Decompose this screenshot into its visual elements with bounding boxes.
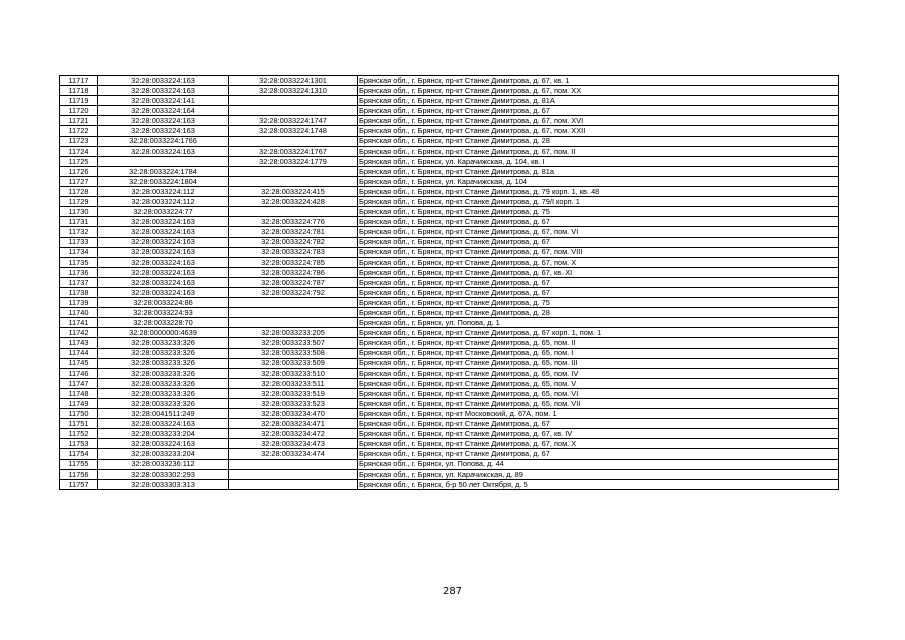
table-row	[60, 267, 839, 277]
row-number-cell: 11753	[60, 439, 98, 449]
object-cadastral-number-cell: 32:28:0033224:1310	[229, 86, 358, 96]
cadastral-number-cell: 32:28:0033224:77	[98, 207, 229, 217]
row-number-cell: 11717	[60, 76, 98, 86]
cadastral-number-cell: 32:28:0033224:141	[98, 96, 229, 106]
address-cell: Брянская обл., г. Брянск, пр-кт Станке Димитрова, д. 67	[358, 419, 839, 429]
row-number-cell: 11743	[60, 338, 98, 348]
table-row	[60, 287, 839, 297]
table-row	[60, 358, 839, 368]
cadastral-number-cell: 32:28:0033233:326	[98, 378, 229, 388]
address-cell: Брянская обл., г. Брянск, пр-кт Станке Димитрова, д. 67, пом. VI	[358, 227, 839, 237]
cadastral-number-cell: 32:28:0033224:163	[98, 439, 229, 449]
address-cell: Брянская обл., г. Брянск, пр-кт Станке Димитрова, д. 65, пом. III	[358, 358, 839, 368]
address-cell: Брянская обл., г. Брянск, пр-кт Станке Димитрова, д. 67, пом. VIII	[358, 247, 839, 257]
address-cell: Брянская обл., г. Брянск, ул. Попова, д. 1	[358, 318, 839, 328]
cadastral-number-cell: 32:28:0033233:326	[98, 368, 229, 378]
cadastral-number-cell: 32:28:0033224:1766	[98, 136, 229, 146]
object-cadastral-number-cell: 32:28:0033233:509	[229, 358, 358, 368]
table-row	[60, 247, 839, 257]
row-number-cell: 11734	[60, 247, 98, 257]
cadastral-number-cell: 32:28:0033224:163	[98, 287, 229, 297]
cadastral-number-cell: 32:28:0033224:163	[98, 237, 229, 247]
address-cell: Брянская обл., г. Брянск, пр-кт Станке Димитрова, д. 67	[358, 106, 839, 116]
row-number-cell: 11719	[60, 96, 98, 106]
cadastral-number-cell: 32:28:0033224:163	[98, 126, 229, 136]
cadastral-number-cell: 32:28:0033233:204	[98, 429, 229, 439]
address-cell: Брянская обл., г. Брянск, ул. Карачижская, д. 104	[358, 176, 839, 186]
object-cadastral-number-cell: 32:28:0033224:415	[229, 187, 358, 197]
table-row	[60, 439, 839, 449]
object-cadastral-number-cell	[229, 166, 358, 176]
table-row	[60, 166, 839, 176]
table-row	[60, 409, 839, 419]
row-number-cell: 11732	[60, 227, 98, 237]
object-cadastral-number-cell: 32:28:0033234:470	[229, 409, 358, 419]
object-cadastral-number-cell	[229, 136, 358, 146]
table-row	[60, 187, 839, 197]
table-row	[60, 318, 839, 328]
row-number-cell: 11742	[60, 328, 98, 338]
cadastral-number-cell: 32:28:0033233:326	[98, 399, 229, 409]
object-cadastral-number-cell: 32:28:0033234:474	[229, 449, 358, 459]
address-cell: Брянская обл., г. Брянск, пр-кт Станке Димитрова, д. 67, кв. 1	[358, 76, 839, 86]
object-cadastral-number-cell: 32:28:0033224:776	[229, 217, 358, 227]
table-row	[60, 368, 839, 378]
row-number-cell: 11727	[60, 176, 98, 186]
cadastral-number-cell	[98, 156, 229, 166]
object-cadastral-number-cell: 32:28:0033224:783	[229, 247, 358, 257]
table-row	[60, 459, 839, 469]
table-row	[60, 76, 839, 86]
address-cell: Брянская обл., г. Брянск, пр-кт Станке Димитрова, д. 67	[358, 237, 839, 247]
address-cell: Брянская обл., г. Брянск, ул. Карачижская, д. 89	[358, 469, 839, 479]
table-row	[60, 237, 839, 247]
object-cadastral-number-cell	[229, 207, 358, 217]
row-number-cell: 11747	[60, 378, 98, 388]
object-cadastral-number-cell: 32:28:0033234:473	[229, 439, 358, 449]
cadastral-number-cell: 32:28:0033233:326	[98, 338, 229, 348]
address-cell: Брянская обл., г. Брянск, пр-кт Станке Димитрова, д. 65, пом. II	[358, 338, 839, 348]
cadastral-number-cell: 32:28:0033224:112	[98, 187, 229, 197]
row-number-cell: 11736	[60, 267, 98, 277]
table-row	[60, 176, 839, 186]
address-cell: Брянская обл., г. Брянск, пр-кт Станке Димитрова, д. 67, пом. X	[358, 439, 839, 449]
table-row	[60, 217, 839, 227]
table-row	[60, 116, 839, 126]
address-cell: Брянская обл., г. Брянск, пр-кт Станке Димитрова, д. 67, пом. XVI	[358, 116, 839, 126]
table-row	[60, 277, 839, 287]
cadastral-number-cell: 32:28:0033224:163	[98, 419, 229, 429]
table-row	[60, 136, 839, 146]
row-number-cell: 11740	[60, 308, 98, 318]
row-number-cell: 11745	[60, 358, 98, 368]
table-row	[60, 106, 839, 116]
address-cell: Брянская обл., г. Брянск, пр-кт Станке Димитрова, д. 67	[358, 217, 839, 227]
row-number-cell: 11724	[60, 146, 98, 156]
row-number-cell: 11733	[60, 237, 98, 247]
object-cadastral-number-cell: 32:28:0033233:507	[229, 338, 358, 348]
registry-table	[59, 75, 839, 490]
row-number-cell: 11729	[60, 197, 98, 207]
address-cell: Брянская обл., г. Брянск, пр-кт Станке Димитрова, д. 79/I корп. 1	[358, 197, 839, 207]
address-cell: Брянская обл., г. Брянск, пр-кт Станке Димитрова, д. 67	[358, 277, 839, 287]
table-row	[60, 96, 839, 106]
row-number-cell: 11749	[60, 399, 98, 409]
table-row	[60, 146, 839, 156]
address-cell: Брянская обл., г. Брянск, пр-кт Станке Димитрова, д. 67	[358, 287, 839, 297]
address-cell: Брянская обл., г. Брянск, пр-кт Станке Димитрова, д. 67	[358, 449, 839, 459]
object-cadastral-number-cell	[229, 479, 358, 489]
object-cadastral-number-cell	[229, 469, 358, 479]
table-row	[60, 308, 839, 318]
cadastral-number-cell: 32:28:0033233:326	[98, 348, 229, 358]
object-cadastral-number-cell: 32:28:0033224:1748	[229, 126, 358, 136]
address-cell: Брянская обл., г. Брянск, пр-кт Станке Димитрова, д. 75	[358, 207, 839, 217]
object-cadastral-number-cell: 32:28:0033224:787	[229, 277, 358, 287]
cadastral-number-cell: 32:28:0033224:1804	[98, 176, 229, 186]
row-number-cell: 11735	[60, 257, 98, 267]
cadastral-number-cell: 32:28:0000000:4639	[98, 328, 229, 338]
table-row	[60, 419, 839, 429]
row-number-cell: 11754	[60, 449, 98, 459]
object-cadastral-number-cell: 32:28:0033233:510	[229, 368, 358, 378]
address-cell: Брянская обл., г. Брянск, пр-кт Станке Димитрова, д. 81А	[358, 96, 839, 106]
object-cadastral-number-cell: 32:28:0033234:471	[229, 419, 358, 429]
row-number-cell: 11737	[60, 277, 98, 287]
object-cadastral-number-cell	[229, 106, 358, 116]
table-row	[60, 227, 839, 237]
row-number-cell: 11746	[60, 368, 98, 378]
object-cadastral-number-cell: 32:28:0033224:792	[229, 287, 358, 297]
cadastral-number-cell: 32:28:0033224:163	[98, 116, 229, 126]
cadastral-number-cell: 32:28:0033233:204	[98, 449, 229, 459]
row-number-cell: 11730	[60, 207, 98, 217]
row-number-cell: 11738	[60, 287, 98, 297]
address-cell: Брянская обл., г. Брянск, пр-кт Станке Димитрова, д. 79 корп. 1, кв. 48	[358, 187, 839, 197]
registry-table-body	[60, 76, 839, 490]
row-number-cell: 11756	[60, 469, 98, 479]
address-cell: Брянская обл., г. Брянск, пр-кт Станке Димитрова, д. 67, кв. IV	[358, 429, 839, 439]
table-row	[60, 126, 839, 136]
object-cadastral-number-cell: 32:28:0033224:782	[229, 237, 358, 247]
cadastral-number-cell: 32:28:0033224:93	[98, 308, 229, 318]
table-row	[60, 197, 839, 207]
table-row	[60, 399, 839, 409]
row-number-cell: 11741	[60, 318, 98, 328]
object-cadastral-number-cell: 32:28:0033233:519	[229, 388, 358, 398]
object-cadastral-number-cell: 32:28:0033224:1779	[229, 156, 358, 166]
table-row	[60, 469, 839, 479]
cadastral-number-cell: 32:28:0033224:86	[98, 298, 229, 308]
address-cell: Брянская обл., г. Брянск, пр-кт Станке Димитрова, д. 65, пом. IV	[358, 368, 839, 378]
object-cadastral-number-cell: 32:28:0033224:1747	[229, 116, 358, 126]
row-number-cell: 11731	[60, 217, 98, 227]
row-number-cell: 11757	[60, 479, 98, 489]
cadastral-number-cell: 32:28:0033224:163	[98, 277, 229, 287]
object-cadastral-number-cell: 32:28:0033224:785	[229, 257, 358, 267]
object-cadastral-number-cell	[229, 298, 358, 308]
cadastral-number-cell: 32:28:0033233:326	[98, 358, 229, 368]
cadastral-number-cell: 32:28:0033224:164	[98, 106, 229, 116]
row-number-cell: 11728	[60, 187, 98, 197]
row-number-cell: 11751	[60, 419, 98, 429]
table-row	[60, 207, 839, 217]
page-number: 287	[442, 586, 463, 597]
table-row	[60, 348, 839, 358]
address-cell: Брянская обл., г. Брянск, пр-кт Станке Димитрова, д. 67 корп. 1, пом. 1	[358, 328, 839, 338]
cadastral-number-cell: 32:28:0033224:1784	[98, 166, 229, 176]
row-number-cell: 11755	[60, 459, 98, 469]
table-row	[60, 338, 839, 348]
address-cell: Брянская обл., г. Брянск, пр-кт Станке Димитрова, д. 67, кв. XI	[358, 267, 839, 277]
object-cadastral-number-cell: 32:28:0033233:523	[229, 399, 358, 409]
row-number-cell: 11726	[60, 166, 98, 176]
cadastral-number-cell: 32:28:0033303:313	[98, 479, 229, 489]
address-cell: Брянская обл., г. Брянск, пр-кт Станке Димитрова, д. 28	[358, 136, 839, 146]
table-row	[60, 378, 839, 388]
address-cell: Брянская обл., г. Брянск, пр-кт Станке Димитрова, д. 65, пом. I	[358, 348, 839, 358]
table-row	[60, 328, 839, 338]
cadastral-number-cell: 32:28:0033228:70	[98, 318, 229, 328]
cadastral-number-cell: 32:28:0033236:112	[98, 459, 229, 469]
row-number-cell: 11721	[60, 116, 98, 126]
row-number-cell: 11752	[60, 429, 98, 439]
cadastral-number-cell: 32:28:0033224:163	[98, 76, 229, 86]
object-cadastral-number-cell: 32:28:0033233:508	[229, 348, 358, 358]
object-cadastral-number-cell: 32:28:0033224:781	[229, 227, 358, 237]
address-cell: Брянская обл., г. Брянск, пр-кт Станке Димитрова, д. 67, пом. X	[358, 257, 839, 267]
table-row	[60, 86, 839, 96]
row-number-cell: 11718	[60, 86, 98, 96]
cadastral-number-cell: 32:28:0033224:163	[98, 217, 229, 227]
object-cadastral-number-cell	[229, 176, 358, 186]
table-row	[60, 388, 839, 398]
row-number-cell: 11739	[60, 298, 98, 308]
row-number-cell: 11748	[60, 388, 98, 398]
object-cadastral-number-cell	[229, 96, 358, 106]
cadastral-number-cell: 32:28:0041511:249	[98, 409, 229, 419]
table-row	[60, 156, 839, 166]
table-row	[60, 257, 839, 267]
object-cadastral-number-cell	[229, 318, 358, 328]
row-number-cell: 11725	[60, 156, 98, 166]
address-cell: Брянская обл., г. Брянск, пр-кт Станке Димитрова, д. 67, пом. XX	[358, 86, 839, 96]
address-cell: Брянская обл., г. Брянск, ул. Карачижская, д. 104, кв. I	[358, 156, 839, 166]
cadastral-number-cell: 32:28:0033224:163	[98, 257, 229, 267]
row-number-cell: 11750	[60, 409, 98, 419]
row-number-cell: 11720	[60, 106, 98, 116]
address-cell: Брянская обл., г. Брянск, пр-кт Станке Димитрова, д. 65, пом. V	[358, 378, 839, 388]
address-cell: Брянская обл., г. Брянск, пр-кт Станке Димитрова, д. 81а	[358, 166, 839, 176]
address-cell: Брянская обл., г. Брянск, пр-кт Станке Димитрова, д. 75	[358, 298, 839, 308]
object-cadastral-number-cell: 32:28:0033224:786	[229, 267, 358, 277]
object-cadastral-number-cell: 32:28:0033233:205	[229, 328, 358, 338]
row-number-cell: 11744	[60, 348, 98, 358]
address-cell: Брянская обл., г. Брянск, пр-кт Станке Димитрова, д. 28	[358, 308, 839, 318]
address-cell: Брянская обл., г. Брянск, пр-кт Станке Димитрова, д. 65, пом. VII	[358, 399, 839, 409]
object-cadastral-number-cell: 32:28:0033233:511	[229, 378, 358, 388]
object-cadastral-number-cell	[229, 308, 358, 318]
object-cadastral-number-cell: 32:28:0033234:472	[229, 429, 358, 439]
object-cadastral-number-cell: 32:28:0033224:428	[229, 197, 358, 207]
cadastral-number-cell: 32:28:0033224:163	[98, 146, 229, 156]
address-cell: Брянская обл., г. Брянск, б-р 50 лет Октября, д. 5	[358, 479, 839, 489]
object-cadastral-number-cell	[229, 459, 358, 469]
table-row	[60, 479, 839, 489]
row-number-cell: 11722	[60, 126, 98, 136]
cadastral-number-cell: 32:28:0033224:163	[98, 267, 229, 277]
cadastral-number-cell: 32:28:0033224:112	[98, 197, 229, 207]
cadastral-number-cell: 32:28:0033224:163	[98, 247, 229, 257]
table-row	[60, 298, 839, 308]
address-cell: Брянская обл., г. Брянск, ул. Попова, д. 44	[358, 459, 839, 469]
object-cadastral-number-cell: 32:28:0033224:1301	[229, 76, 358, 86]
row-number-cell: 11723	[60, 136, 98, 146]
table-row	[60, 449, 839, 459]
cadastral-number-cell: 32:28:0033233:326	[98, 388, 229, 398]
cadastral-number-cell: 32:28:0033224:163	[98, 227, 229, 237]
table-row	[60, 429, 839, 439]
address-cell: Брянская обл., г. Брянск, пр-кт Станке Димитрова, д. 67, пом. XXII	[358, 126, 839, 136]
address-cell: Брянская обл., г. Брянск, пр-кт Московский, д. 67А, пом. 1	[358, 409, 839, 419]
cadastral-number-cell: 32:28:0033224:163	[98, 86, 229, 96]
object-cadastral-number-cell: 32:28:0033224:1767	[229, 146, 358, 156]
address-cell: Брянская обл., г. Брянск, пр-кт Станке Димитрова, д. 67, пом. II	[358, 146, 839, 156]
cadastral-number-cell: 32:28:0033302:293	[98, 469, 229, 479]
address-cell: Брянская обл., г. Брянск, пр-кт Станке Димитрова, д. 65, пом. VI	[358, 388, 839, 398]
